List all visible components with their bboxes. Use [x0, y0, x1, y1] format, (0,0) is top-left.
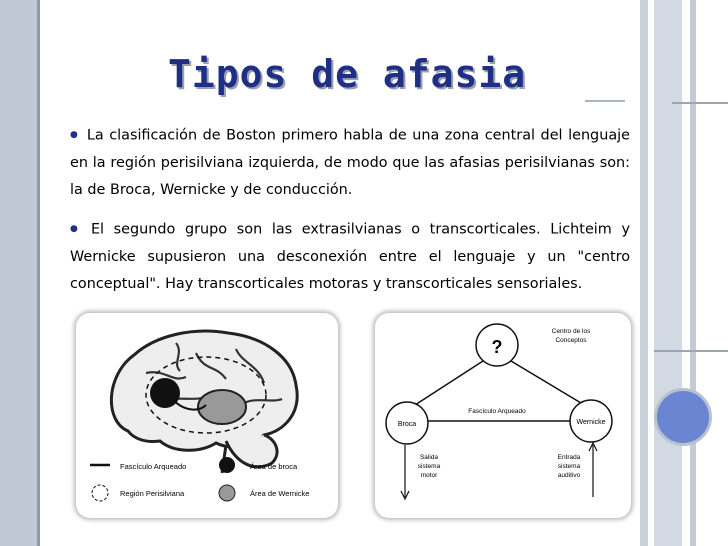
- bullet-icon: ●: [70, 224, 83, 234]
- legend-wernicke: Área de Wernicke: [250, 489, 310, 498]
- output-label: Salida: [419, 454, 439, 461]
- paragraph-boston: [70, 122, 630, 204]
- paragraph-text: La clasificación de Boston primero habla de una zona central del lenguaje en la región perisilviana izquierda, de modo que las afasias perisilvianas son: la de Broca, Wernicke y de conducción.: [70, 127, 630, 198]
- arcuate-label: Fascículo Arqueado: [468, 408, 526, 415]
- legend-gray-circle-icon: [219, 485, 235, 501]
- output-label: motor: [420, 472, 438, 479]
- slide-right-strip: [640, 0, 648, 546]
- edge-concept-broca: [415, 361, 483, 405]
- decor-line: [672, 102, 728, 104]
- bullet-icon: ●: [70, 130, 79, 140]
- brain-figure: [76, 313, 338, 518]
- slide-title: Tipos de afasia: [168, 52, 527, 96]
- legend-arcuate: Fascículo Arqueado: [120, 462, 187, 471]
- decor-circle: [654, 388, 712, 446]
- legend-dashed-circle-icon: [92, 485, 108, 501]
- decor-line: [654, 350, 728, 352]
- slide-left-border: [0, 0, 40, 546]
- brain-outline: [111, 331, 297, 450]
- lichtheim-model-figure: [375, 313, 631, 518]
- legend-broca: Área de broca: [250, 462, 298, 471]
- concept-label: Centro de los: [551, 328, 591, 335]
- wernicke-label: Wernicke: [576, 419, 606, 426]
- input-label: sistema: [557, 463, 581, 470]
- slide-right-strip: [654, 0, 682, 546]
- edge-concept-wernicke: [511, 361, 581, 403]
- input-label: Entrada: [557, 454, 581, 461]
- paragraph-text: El segundo grupo son las extrasilvianas o transcorticales. Lichteim y Wernicke supusieron una desconexión entre el lenguaje y un "centro conceptual". Hay transcorticales motoras y transcorticales sensoriales.: [70, 221, 630, 292]
- broca-label: Broca: [397, 421, 417, 428]
- brain-diagram: [76, 313, 338, 518]
- input-label: auditivo: [557, 472, 581, 479]
- concept-symbol: ?: [491, 337, 503, 357]
- legend-black-circle-icon: [219, 457, 235, 473]
- legend-perisylvian: Región Perisilviana: [120, 489, 185, 498]
- slide-right-strip: [690, 0, 696, 546]
- lichtheim-diagram: [375, 313, 631, 518]
- paragraph-transcortical: [70, 216, 630, 298]
- output-label: sistema: [417, 463, 441, 470]
- broca-area: [150, 378, 180, 408]
- decor-line: [585, 100, 625, 102]
- concept-label: Conceptos: [555, 337, 587, 344]
